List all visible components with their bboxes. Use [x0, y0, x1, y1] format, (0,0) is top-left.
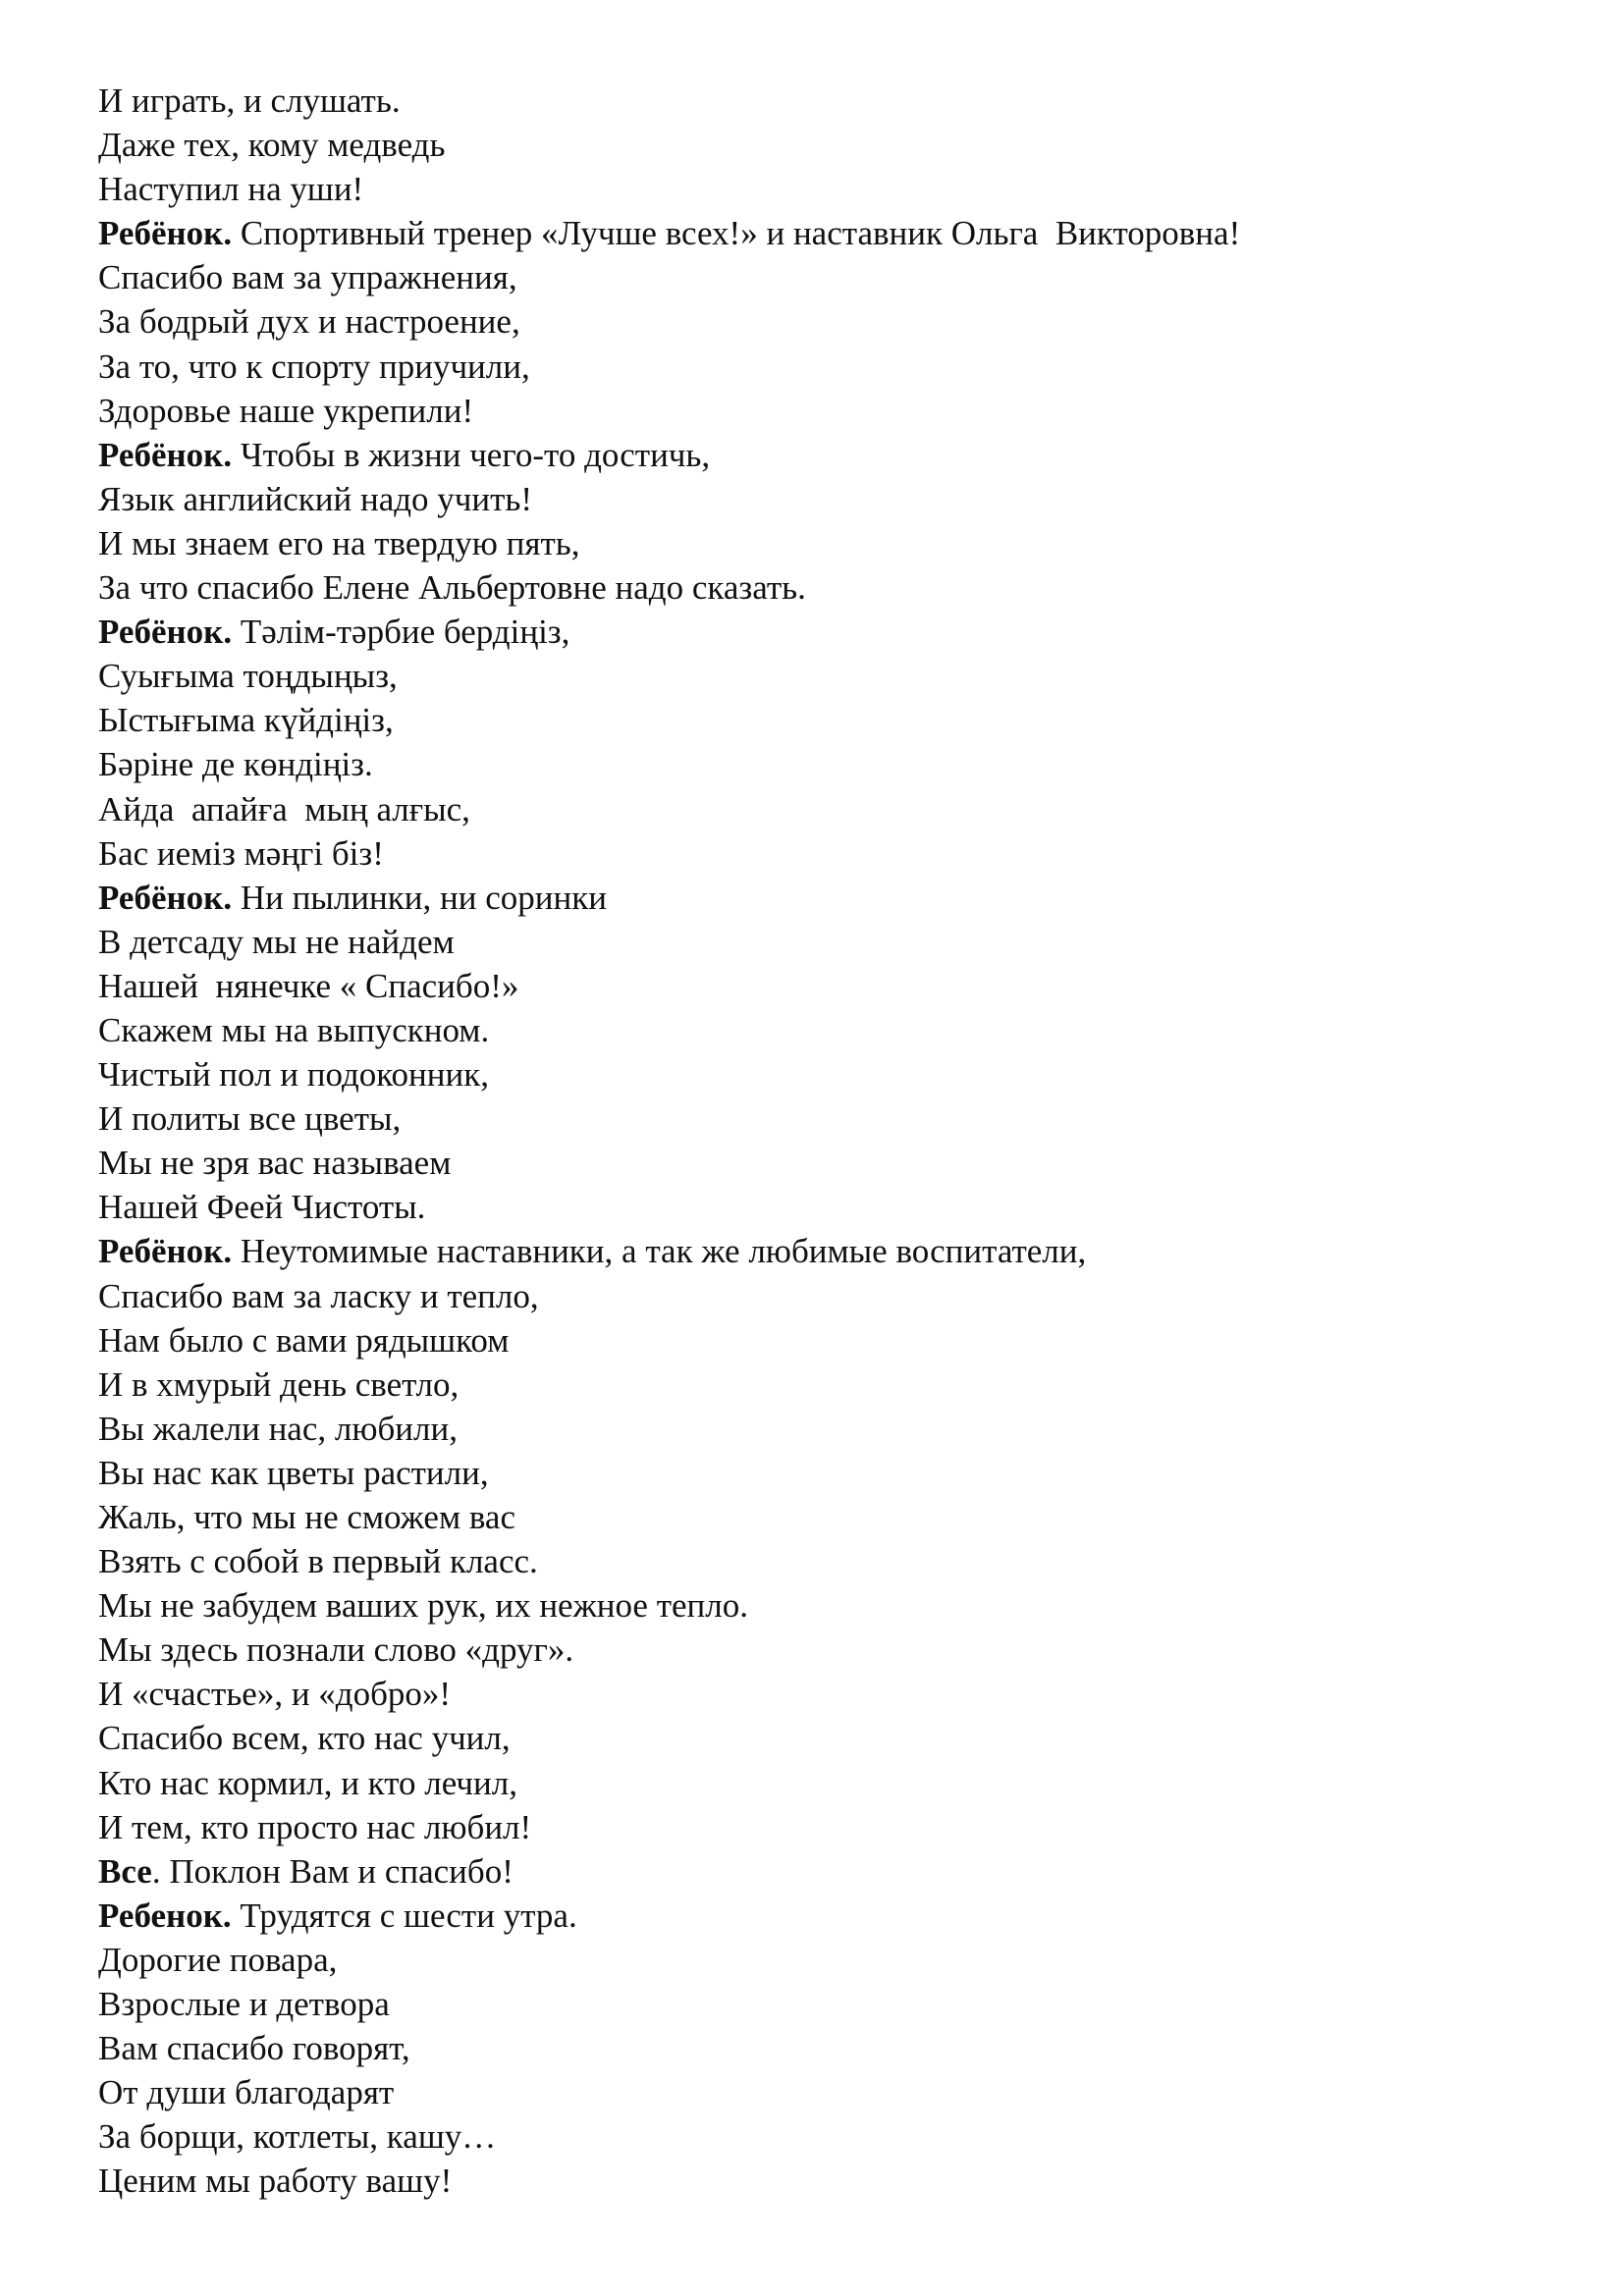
text-line [98, 2026, 1571, 2070]
text-line [98, 1229, 1571, 1273]
line-text: И в хмурый день светло, [98, 1364, 460, 1404]
text-line [98, 698, 1571, 742]
line-text: И тем, кто просто нас любил! [98, 1807, 532, 1846]
text-line [98, 521, 1571, 565]
line-text: Нам было с вами рядышком [98, 1320, 510, 1360]
line-text: Жаль, что мы не сможем вас [98, 1498, 515, 1536]
line-text: И «счастье», и «добро»! [98, 1675, 452, 1714]
text-line [98, 299, 1571, 344]
text-line [98, 964, 1571, 1008]
text-line [98, 1141, 1571, 1185]
text-line [98, 1185, 1571, 1229]
text-line [98, 477, 1571, 521]
line-text: Взять с собой в первый класс. [98, 1542, 538, 1581]
text-line [98, 1583, 1571, 1628]
line-text: Вам спасибо говорят, [98, 2029, 410, 2068]
text-line [98, 2159, 1571, 2203]
text-line [98, 1672, 1571, 1716]
line-text: Скажем мы на выпускном. [98, 1010, 490, 1049]
text-line [98, 123, 1571, 167]
line-text: Вы жалели нас, любили, [98, 1409, 458, 1448]
line-text: Ценим мы работу вашу! [98, 2162, 453, 2201]
text-line [98, 1495, 1571, 1539]
line-text: Тәлім-тәрбие бердіңіз, [232, 613, 570, 652]
line-text: И политы все цветы, [98, 1099, 402, 1139]
text-line [98, 2070, 1571, 2114]
line-text: Спасибо вам за упражнения, [98, 258, 517, 297]
line-text: Трудятся с шести утра. [231, 1896, 577, 1935]
line-text: За борщи, котлеты, кашу… [98, 2117, 497, 2157]
line-text: Взрослые и детвора [98, 1985, 390, 2024]
text-line [98, 2114, 1571, 2159]
text-line [98, 1008, 1571, 1052]
text-line [98, 1628, 1571, 1672]
text-line [98, 1849, 1571, 1894]
line-text: Здоровье наше укрепили! [98, 391, 474, 430]
line-text: Чистый пол и подоконник, [98, 1055, 489, 1095]
line-text: Айда апайға мың алғыс, [98, 789, 470, 828]
speaker-label: Ребёнок. [98, 435, 233, 474]
text-line [98, 610, 1571, 654]
line-text: За бодрый дух и настроение, [98, 302, 520, 342]
speaker-label: Ребёнок. [98, 878, 233, 917]
line-text: И играть, и слушать. [98, 81, 401, 120]
line-text: Кто нас кормил, и кто лечил, [98, 1763, 517, 1802]
line-text: Спортивный тренер «Лучше всех!» и наставник Ольга Викторовна! [232, 214, 1241, 253]
line-text: Мы не зря вас называем [98, 1144, 452, 1183]
text-line [98, 1407, 1571, 1451]
text-line [98, 1318, 1571, 1362]
line-text: Суығыма тоңдыңыз, [98, 657, 398, 696]
text-line [98, 211, 1571, 255]
line-text: Мы здесь познали слово «друг». [98, 1630, 574, 1670]
line-text: Даже тех, кому медведь [98, 126, 446, 165]
text-line [98, 654, 1571, 698]
line-text: Ыстығыма күйдіңіз, [98, 701, 394, 740]
text-line [98, 1761, 1571, 1805]
text-line [98, 1539, 1571, 1583]
line-text: Нашей нянечке « Спасибо!» [98, 966, 519, 1005]
line-text: Наступил на уши! [98, 170, 364, 209]
text-line [98, 167, 1571, 211]
line-text: Спасибо всем, кто нас учил, [98, 1719, 511, 1758]
text-line [98, 742, 1571, 786]
line-text: Чтобы в жизни чего-то достичь, [232, 435, 711, 474]
line-text: Вы нас как цветы растили, [98, 1453, 489, 1492]
text-line [98, 1716, 1571, 1760]
line-text: За что спасибо Елене Альбертовне надо сказать. [98, 568, 806, 608]
text-line [98, 345, 1571, 389]
line-text: Ни пылинки, ни соринки [232, 878, 607, 917]
text-line [98, 1096, 1571, 1141]
text-line [98, 1805, 1571, 1849]
line-text: Дорогие повара, [98, 1940, 338, 1979]
text-line [98, 831, 1571, 876]
text-line [98, 1982, 1571, 2026]
line-text: Бәріне де көндіңіз. [98, 745, 373, 784]
line-text: В детсаду мы не найдем [98, 922, 455, 961]
line-text: Язык английский надо учить! [98, 479, 533, 518]
text-line [98, 255, 1571, 299]
line-text: . Поклон Вам и спасибо! [151, 1851, 514, 1891]
line-text: За то, что к спорту приучили, [98, 347, 530, 386]
text-line [98, 1938, 1571, 1982]
text-line [98, 920, 1571, 964]
text-line [98, 1894, 1571, 1938]
text-line [98, 565, 1571, 610]
text-line [98, 1451, 1571, 1495]
speaker-label: Ребенок. [98, 1896, 232, 1935]
text-line [98, 876, 1571, 920]
speaker-label: Ребёнок. [98, 1232, 233, 1271]
line-text: От души благодарят [98, 2073, 395, 2112]
speaker-label: Ребёнок. [98, 214, 233, 253]
text-line [98, 1274, 1571, 1318]
poem-text-block [98, 79, 1571, 2204]
line-text: И мы знаем его на твердую пять, [98, 523, 580, 562]
text-line [98, 389, 1571, 433]
line-text: Мы не забудем ваших рук, их нежное тепло. [98, 1586, 748, 1626]
text-line [98, 1052, 1571, 1096]
speaker-label: Ребёнок. [98, 613, 233, 652]
line-text: Бас иеміз мәңгі біз! [98, 833, 384, 873]
line-text: Нашей Феей Чистоты. [98, 1188, 426, 1227]
text-line [98, 433, 1571, 477]
text-line [98, 1362, 1571, 1407]
line-text: Спасибо вам за ласку и тепло, [98, 1276, 539, 1315]
line-text: Неутомимые наставники, а так же любимые воспитатели, [232, 1232, 1087, 1271]
text-line [98, 79, 1571, 123]
speaker-label: Все [98, 1851, 152, 1891]
text-line [98, 787, 1571, 831]
